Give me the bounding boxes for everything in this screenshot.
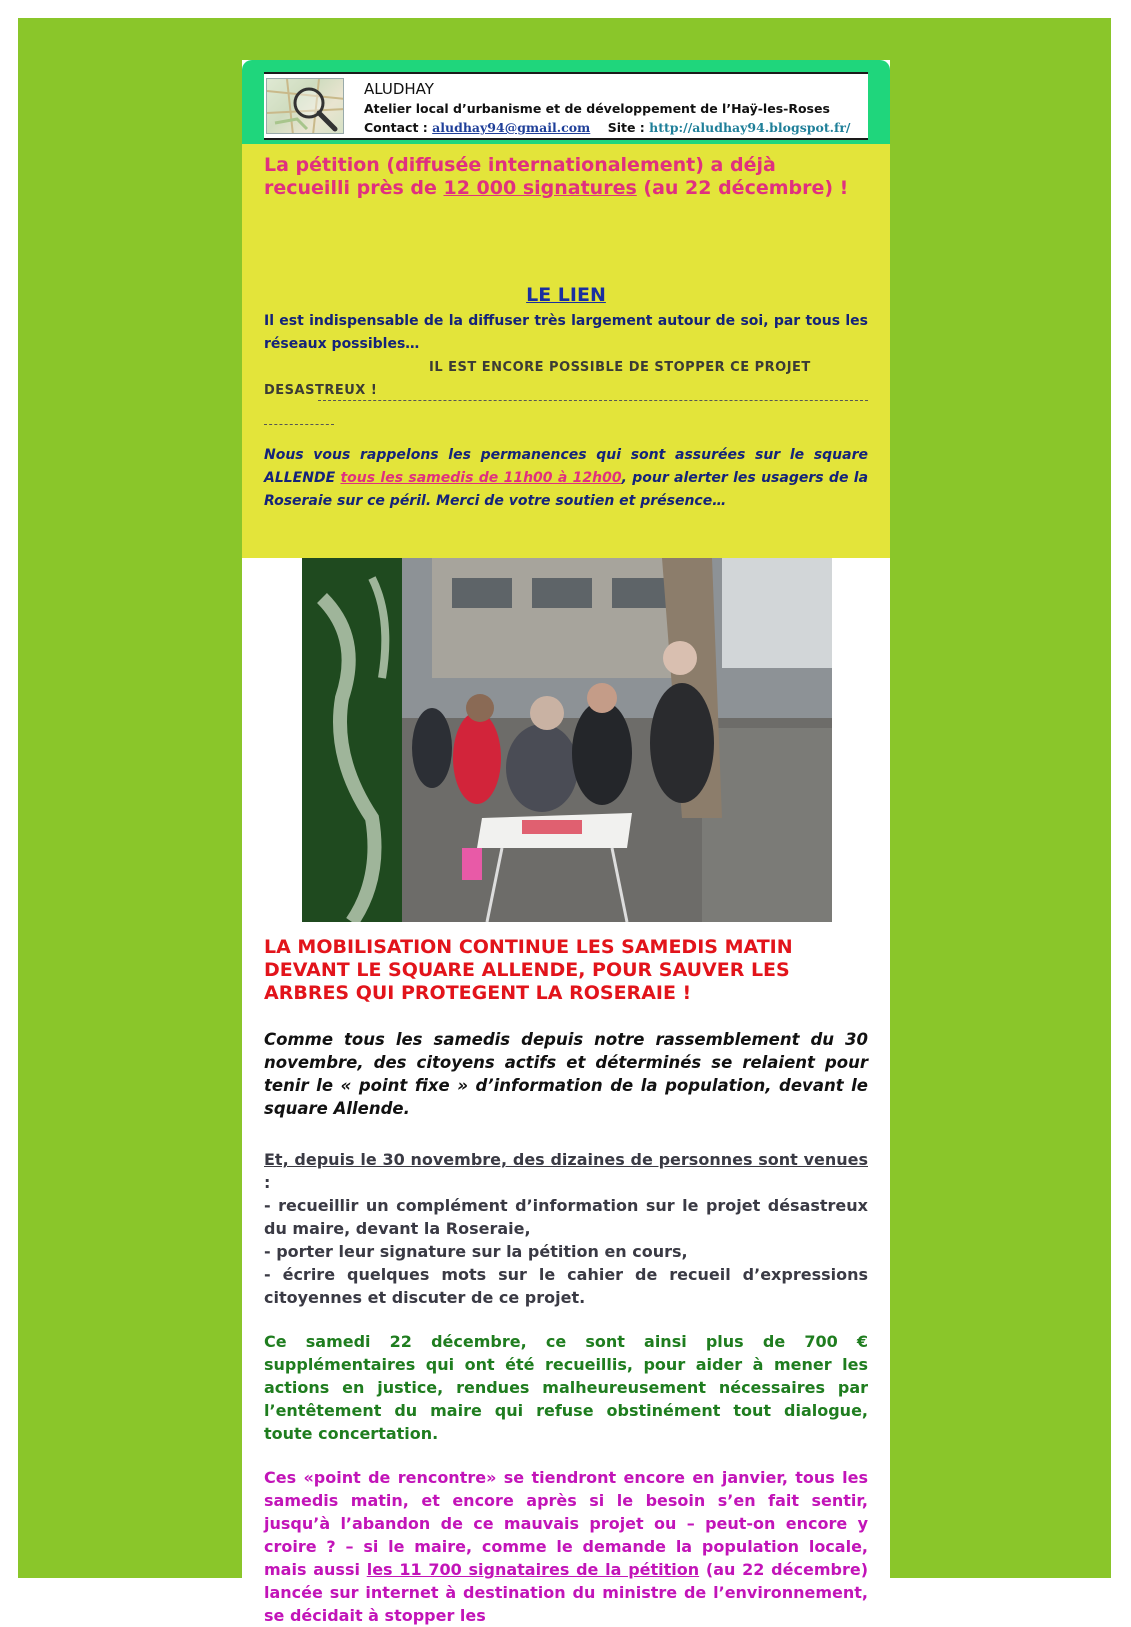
rappel-text-end: , pour alerter les usagers de la Roseraie sur ce péril. Merci de votre soutien et présence… [264,470,869,509]
dashed-divider-end [264,424,334,425]
newsletter-column [242,60,890,1625]
signatures-link[interactable]: 12 000 signatures [443,177,637,199]
signatories-link[interactable]: les 11 700 signataires de la pétition [366,1560,700,1579]
petition-section [242,144,890,558]
site-url-link[interactable]: http://aludhay94.blogspot.fr/ [649,120,851,135]
contact-label: Contact : [364,120,433,135]
petition-headline [264,154,868,200]
visitors-intro: Et, depuis le 30 novembre, des dizaines de personnes sont venues [264,1150,868,1169]
headline-text-end: (au 22 décembre) ! [636,177,849,199]
stop-text: IL EST ENCORE POSSIBLE DE STOPPER CE PROJET DESASTREUX ! [264,360,811,398]
donations-paragraph: Ce samedi 22 décembre, ce sont ainsi plus de 700 € supplémentaires qui ont été recueillis, pour aider à mener les actions en justice, rendues malheureusement nécessaires par l’entêtement du maire qui refuse obstinément tout dialogue, toute concertation. [264,1332,868,1443]
saturday-schedule-link[interactable]: tous les samedis de 11h00 à 12h00 [340,470,622,486]
headline-text: La pétition (diffusée internationalement) a déjà recueilli près de [264,154,776,199]
header-banner [242,60,890,144]
stop-project-text [264,356,868,402]
meeting-text-end: (au 22 décembre) lancée sur internet à destination du ministre de l’environnement, se décidait à stopper les [264,1560,869,1625]
diffuse-text: Il est indispensable de la diffuser très largement autour de soi, par tous les réseaux possibles… [264,313,868,352]
bullet-item: - porter leur signature sur la pétition en cours, [264,1242,688,1261]
bullet-item: - écrire quelques mots sur le cahier de recueil d’expressions citoyennes et discuter de ce projet. [264,1265,868,1307]
dashed-divider [318,400,868,401]
org-name: ALUDHAY [364,80,434,98]
visitors-colon: : [264,1173,271,1192]
site-label: Site : [607,120,650,135]
map-magnifier-icon [266,78,344,134]
visitors-paragraph [264,1148,868,1309]
weekly-rally-paragraph: Comme tous les samedis depuis notre rassemblement du 30 novembre, des citoyens actifs et déterminés se relaient pour tenir le « point fixe » d’information de la population, devant le square Allende. [264,1030,868,1118]
org-subtitle: Atelier local d’urbanisme et de développement de l’Haÿ-les-Roses [364,101,830,116]
org-contact [364,120,851,135]
meeting-points-paragraph [264,1466,868,1627]
contact-email-link[interactable]: aludhay94@gmail.com [432,120,591,135]
permanence-reminder [264,444,868,513]
mobilisation-title: LA MOBILISATION CONTINUE LES SAMEDIS MATIN DEVANT LE SQUARE ALLENDE, POUR SAUVER LES ARBRES QUI PROTEGENT LA ROSERAIE ! [264,936,793,1004]
meeting-text: Ces «point de rencontre» se tiendront encore en janvier, tous les samedis matin, et encore après si le besoin s’en fait sentir, jusqu’à l’abandon de ce mauvais projet ou – peut-on encore y croire ? – si le maire, comme le demande la population locale, mais aussi [264,1468,868,1579]
logo-strip [264,72,868,140]
gathering-photo [302,558,832,922]
bullet-item: - recueillir un complément d’information sur le projet désastreux du maire, devant la Roseraie, [264,1196,868,1238]
rappel-text: Nous vous rappelons les permanences qui sont assurées sur le square ALLENDE [264,447,868,486]
petition-link[interactable]: LE LIEN [526,284,606,306]
